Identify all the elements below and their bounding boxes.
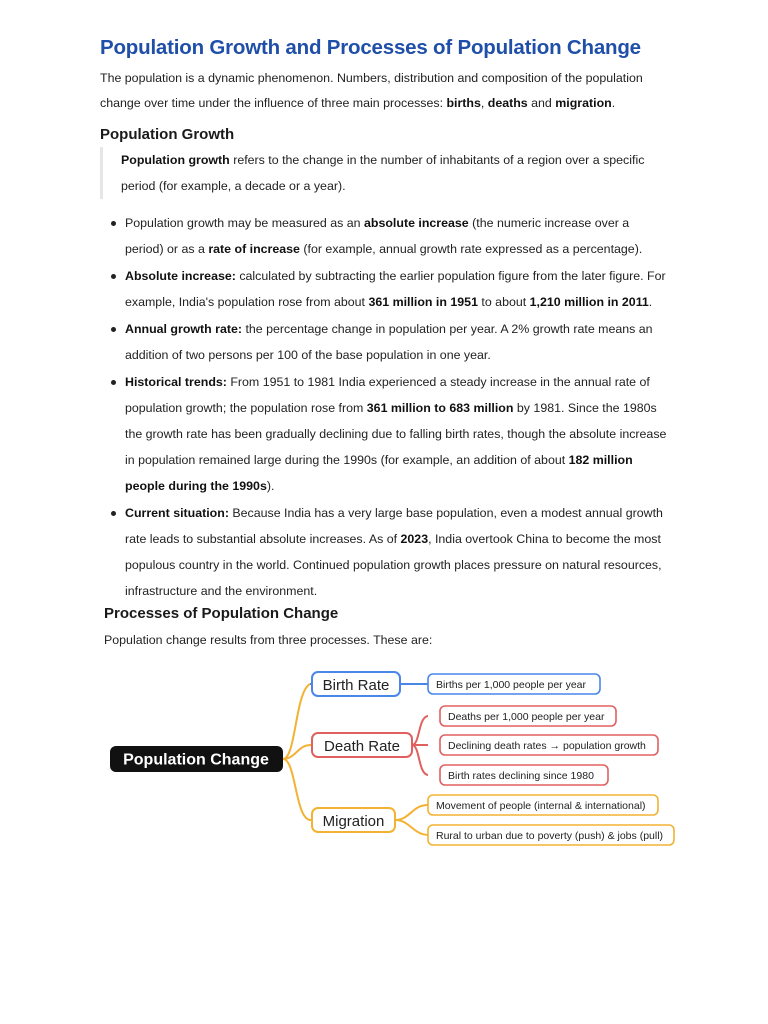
bullet-keyword: absolute increase bbox=[364, 216, 469, 230]
bullet-text: From 1951 to 1981 India experienced a steady increase in the annual rate of population growth; the population rose from bbox=[125, 375, 650, 415]
bullet-text: calculated by subtracting the earlier population figure from the later figure. For example, India's population rose from about bbox=[125, 269, 666, 309]
intro-text: The population is a dynamic phenomenon. Numbers, distribution and composition of the population change over time under the influence of three main processes: bbox=[100, 71, 643, 110]
branch-label-migration: Migration bbox=[322, 813, 385, 830]
intro-text: , bbox=[480, 96, 488, 110]
branch-label-death-rate: Death Rate bbox=[324, 738, 400, 755]
leaf-label: Rural to urban due to poverty (push) & jobs (pull) bbox=[436, 830, 664, 842]
definition-term: Population growth bbox=[121, 153, 230, 167]
connector-migration bbox=[283, 759, 310, 820]
bullet-text: ). bbox=[266, 479, 275, 493]
definition-blockquote bbox=[100, 147, 681, 199]
bullet-label: Annual growth rate: bbox=[125, 322, 243, 336]
growth-bullet-list bbox=[110, 210, 670, 605]
section-heading-processes: Processes of Population Change bbox=[104, 605, 339, 622]
connector-death-leaf-3 bbox=[412, 745, 428, 775]
root-label: Population Change bbox=[123, 751, 269, 769]
connector-death-leaf-1 bbox=[412, 716, 428, 745]
intro-keyword: migration bbox=[555, 96, 612, 110]
bullet-text: to about bbox=[477, 295, 530, 309]
intro-text: and bbox=[527, 96, 556, 110]
branch-label-birth-rate: Birth Rate bbox=[322, 677, 390, 694]
bullet-keyword: 2023 bbox=[400, 532, 429, 546]
intro-keyword: deaths bbox=[487, 96, 528, 110]
list-item bbox=[110, 263, 670, 315]
connector-birth-rate bbox=[283, 684, 310, 759]
connector-migration-leaf-2 bbox=[395, 820, 428, 835]
section-heading-population-growth: Population Growth bbox=[100, 126, 235, 143]
intro-paragraph bbox=[100, 66, 680, 116]
list-item bbox=[110, 316, 670, 368]
bullet-label: Absolute increase: bbox=[125, 269, 236, 283]
bullet-text: Because India has a very large base population, even a modest annual growth rate leads to substantial absolute increases. As of bbox=[125, 506, 663, 546]
bullet-text: , India overtook China to become the most populous country in the world. Continued population growth places pressure on natural resources, infrastructure and the environment. bbox=[125, 532, 662, 598]
population-change-mindmap bbox=[0, 660, 768, 860]
list-item bbox=[110, 500, 670, 604]
leaf-label: Declining death rates → population growth bbox=[448, 740, 646, 752]
intro-keyword: births bbox=[446, 96, 481, 110]
bullet-text: the percentage change in population per year. A 2% growth rate means an addition of two persons per 100 of the base population in one year. bbox=[125, 322, 653, 362]
processes-subtext: Population change results from three processes. These are: bbox=[104, 633, 433, 647]
leaf-label: Deaths per 1,000 people per year bbox=[448, 711, 605, 723]
bullet-label: Historical trends: bbox=[125, 375, 227, 389]
bullet-keyword: 182 million people during the 1990s bbox=[125, 453, 633, 493]
leaf-label: Birth rates declining since 1980 bbox=[448, 770, 594, 782]
bullet-text: (for example, annual growth rate expressed as a percentage). bbox=[299, 242, 643, 256]
connector-migration-leaf-1 bbox=[395, 805, 428, 820]
bullet-keyword: rate of increase bbox=[208, 242, 300, 256]
bullet-text: (the numeric increase over a period) or as a bbox=[125, 216, 630, 256]
bullet-label: Current situation: bbox=[125, 506, 229, 520]
bullet-keyword: 361 million in 1951 bbox=[368, 295, 478, 309]
bullet-keyword: 361 million to 683 million bbox=[366, 401, 514, 415]
list-item bbox=[110, 210, 670, 262]
page-title: Population Growth and Processes of Population Change bbox=[100, 36, 641, 59]
leaf-label: Births per 1,000 people per year bbox=[436, 679, 587, 691]
bullet-text: by 1981. Since the 1980s the growth rate has been gradually declining due to falling birth rates, though the absolute increase in population remained large during the 1990s (for example, an addition of about bbox=[125, 401, 667, 467]
leaf-label: Movement of people (internal & international) bbox=[436, 800, 646, 812]
bullet-text: Population growth may be measured as an bbox=[125, 216, 365, 230]
list-item bbox=[110, 369, 670, 499]
definition-text: refers to the change in the number of inhabitants of a region over a specific period (for example, a decade or a year). bbox=[121, 153, 645, 193]
intro-text: . bbox=[611, 96, 616, 110]
bullet-keyword: 1,210 million in 2011 bbox=[529, 295, 649, 309]
bullet-text: . bbox=[648, 295, 653, 309]
